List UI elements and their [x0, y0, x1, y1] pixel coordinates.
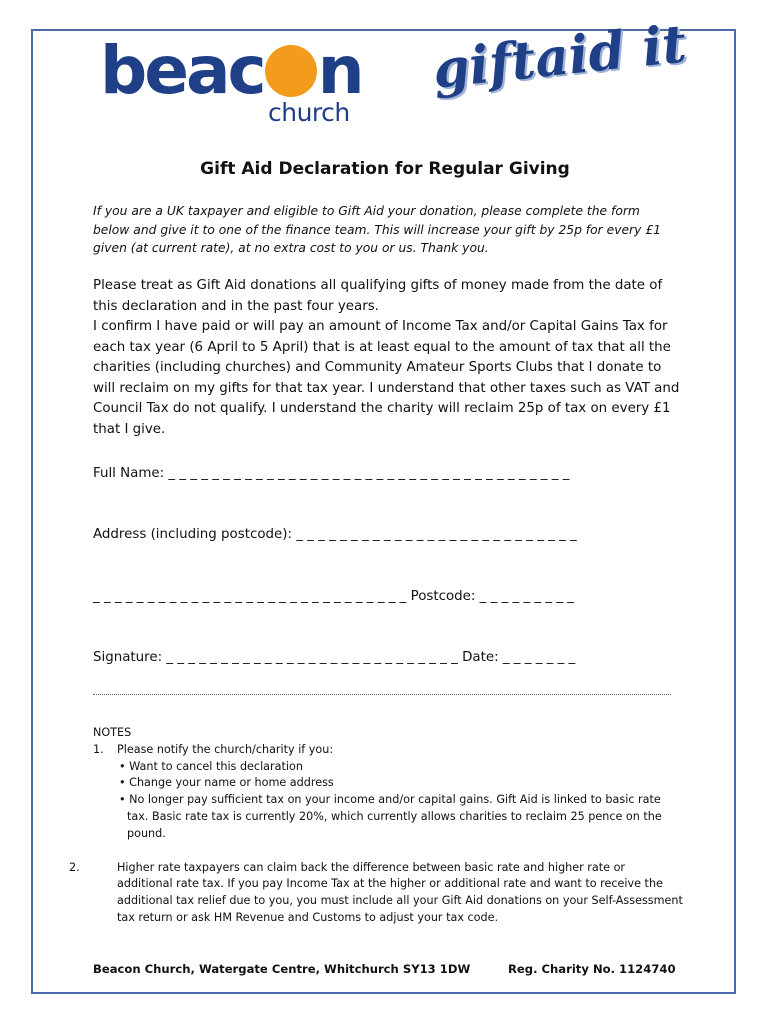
- beacon-word-part2: n: [317, 32, 362, 109]
- declaration-paragraph-1: Please treat as Gift Aid donations all qualifying gifts of money made from the date of this declaration and in the past four years.: [93, 278, 663, 314]
- footer-charity-number: Reg. Charity No. 1124740: [508, 962, 676, 976]
- address-field[interactable]: Address (including postcode): _ _ _ _ _ _ _ _ _ _ _ _ _ _ _ _ _ _ _ _ _ _ _ _ _ _: [93, 527, 577, 542]
- footer-address: Beacon Church, Watergate Centre, Whitchurch SY13 1DW: [93, 962, 471, 976]
- declaration-text: [93, 276, 683, 440]
- beacon-word-part1: beac: [100, 32, 264, 109]
- church-wordmark: church: [268, 98, 350, 127]
- note-text-1: Please notify the church/charity if you:: [117, 742, 334, 756]
- giftaid-logo: [430, 13, 690, 120]
- note-bullet: • No longer pay sufficient tax on your income and/or capital gains. Gift Aid is linked to basic rate tax. Basic rate tax is currently 20%, which currently allows charities to reclaim 25 pence on the pound.: [119, 793, 662, 840]
- note-bullet: • Change your name or home address: [119, 776, 334, 790]
- note-number-1: 1.: [93, 742, 104, 756]
- address-postcode-field[interactable]: _ _ _ _ _ _ _ _ _ _ _ _ _ _ _ _ _ _ _ _ _ _ _ _ _ _ _ _ _ Postcode: _ _ _ _ _ _ _ _ _: [93, 589, 574, 604]
- note-item-2: [69, 860, 683, 927]
- orange-dot-icon: [265, 45, 317, 97]
- notes-section: [69, 725, 683, 927]
- full-name-field[interactable]: Full Name: _ _ _ _ _ _ _ _ _ _ _ _ _ _ _ _ _ _ _ _ _ _ _ _ _ _ _ _ _ _ _ _ _ _ _ _ _: [93, 466, 570, 481]
- giftaid-wordmark: giftaid it: [430, 13, 690, 101]
- dotted-divider: [93, 694, 671, 695]
- declaration-paragraph-2: I confirm I have paid or will pay an amount of Income Tax and/or Capital Gains Tax for each tax year (6 April to 5 April) that is at least equal to the amount of tax that all the charities (including churches) and Community Amateur Sports Clubs that I donate to will reclaim on my gifts for that tax year. I understand that other taxes such as VAT and Council Tax do not qualify. I understand the charity will reclaim 25p of tax on every £1 that I give.: [93, 319, 680, 437]
- note-bullet: • Want to cancel this declaration: [119, 759, 303, 773]
- intro-text: If you are a UK taxpayer and eligible to Gift Aid your donation, please complete the form below and give it to one of the finance team. This will increase your gift by 25p for every £1 given (at current rate), at no extra cost to you or us. Thank you.: [93, 204, 661, 255]
- notes-heading: NOTES: [93, 726, 132, 739]
- note-number-2: 2.: [69, 860, 80, 874]
- note-item-1: [93, 742, 683, 759]
- beacon-church-logo: [100, 32, 390, 128]
- signature-date-field[interactable]: Signature: _ _ _ _ _ _ _ _ _ _ _ _ _ _ _ _ _ _ _ _ _ _ _ _ _ _ _ Date: _ _ _ _ _ _ _: [93, 650, 576, 665]
- beacon-wordmark: [100, 32, 362, 109]
- page-title: Gift Aid Declaration for Regular Giving: [200, 159, 570, 179]
- note-text-2: Higher rate taxpayers can claim back the difference between basic rate and higher rate or additional rate tax. If you pay Income Tax at the higher or additional rate and want to receive the additional tax relief due to you, you must include all your Gift Aid donations on your Self-Assessment tax return or ask HM Revenue and Customs to adjust your tax code.: [117, 860, 683, 924]
